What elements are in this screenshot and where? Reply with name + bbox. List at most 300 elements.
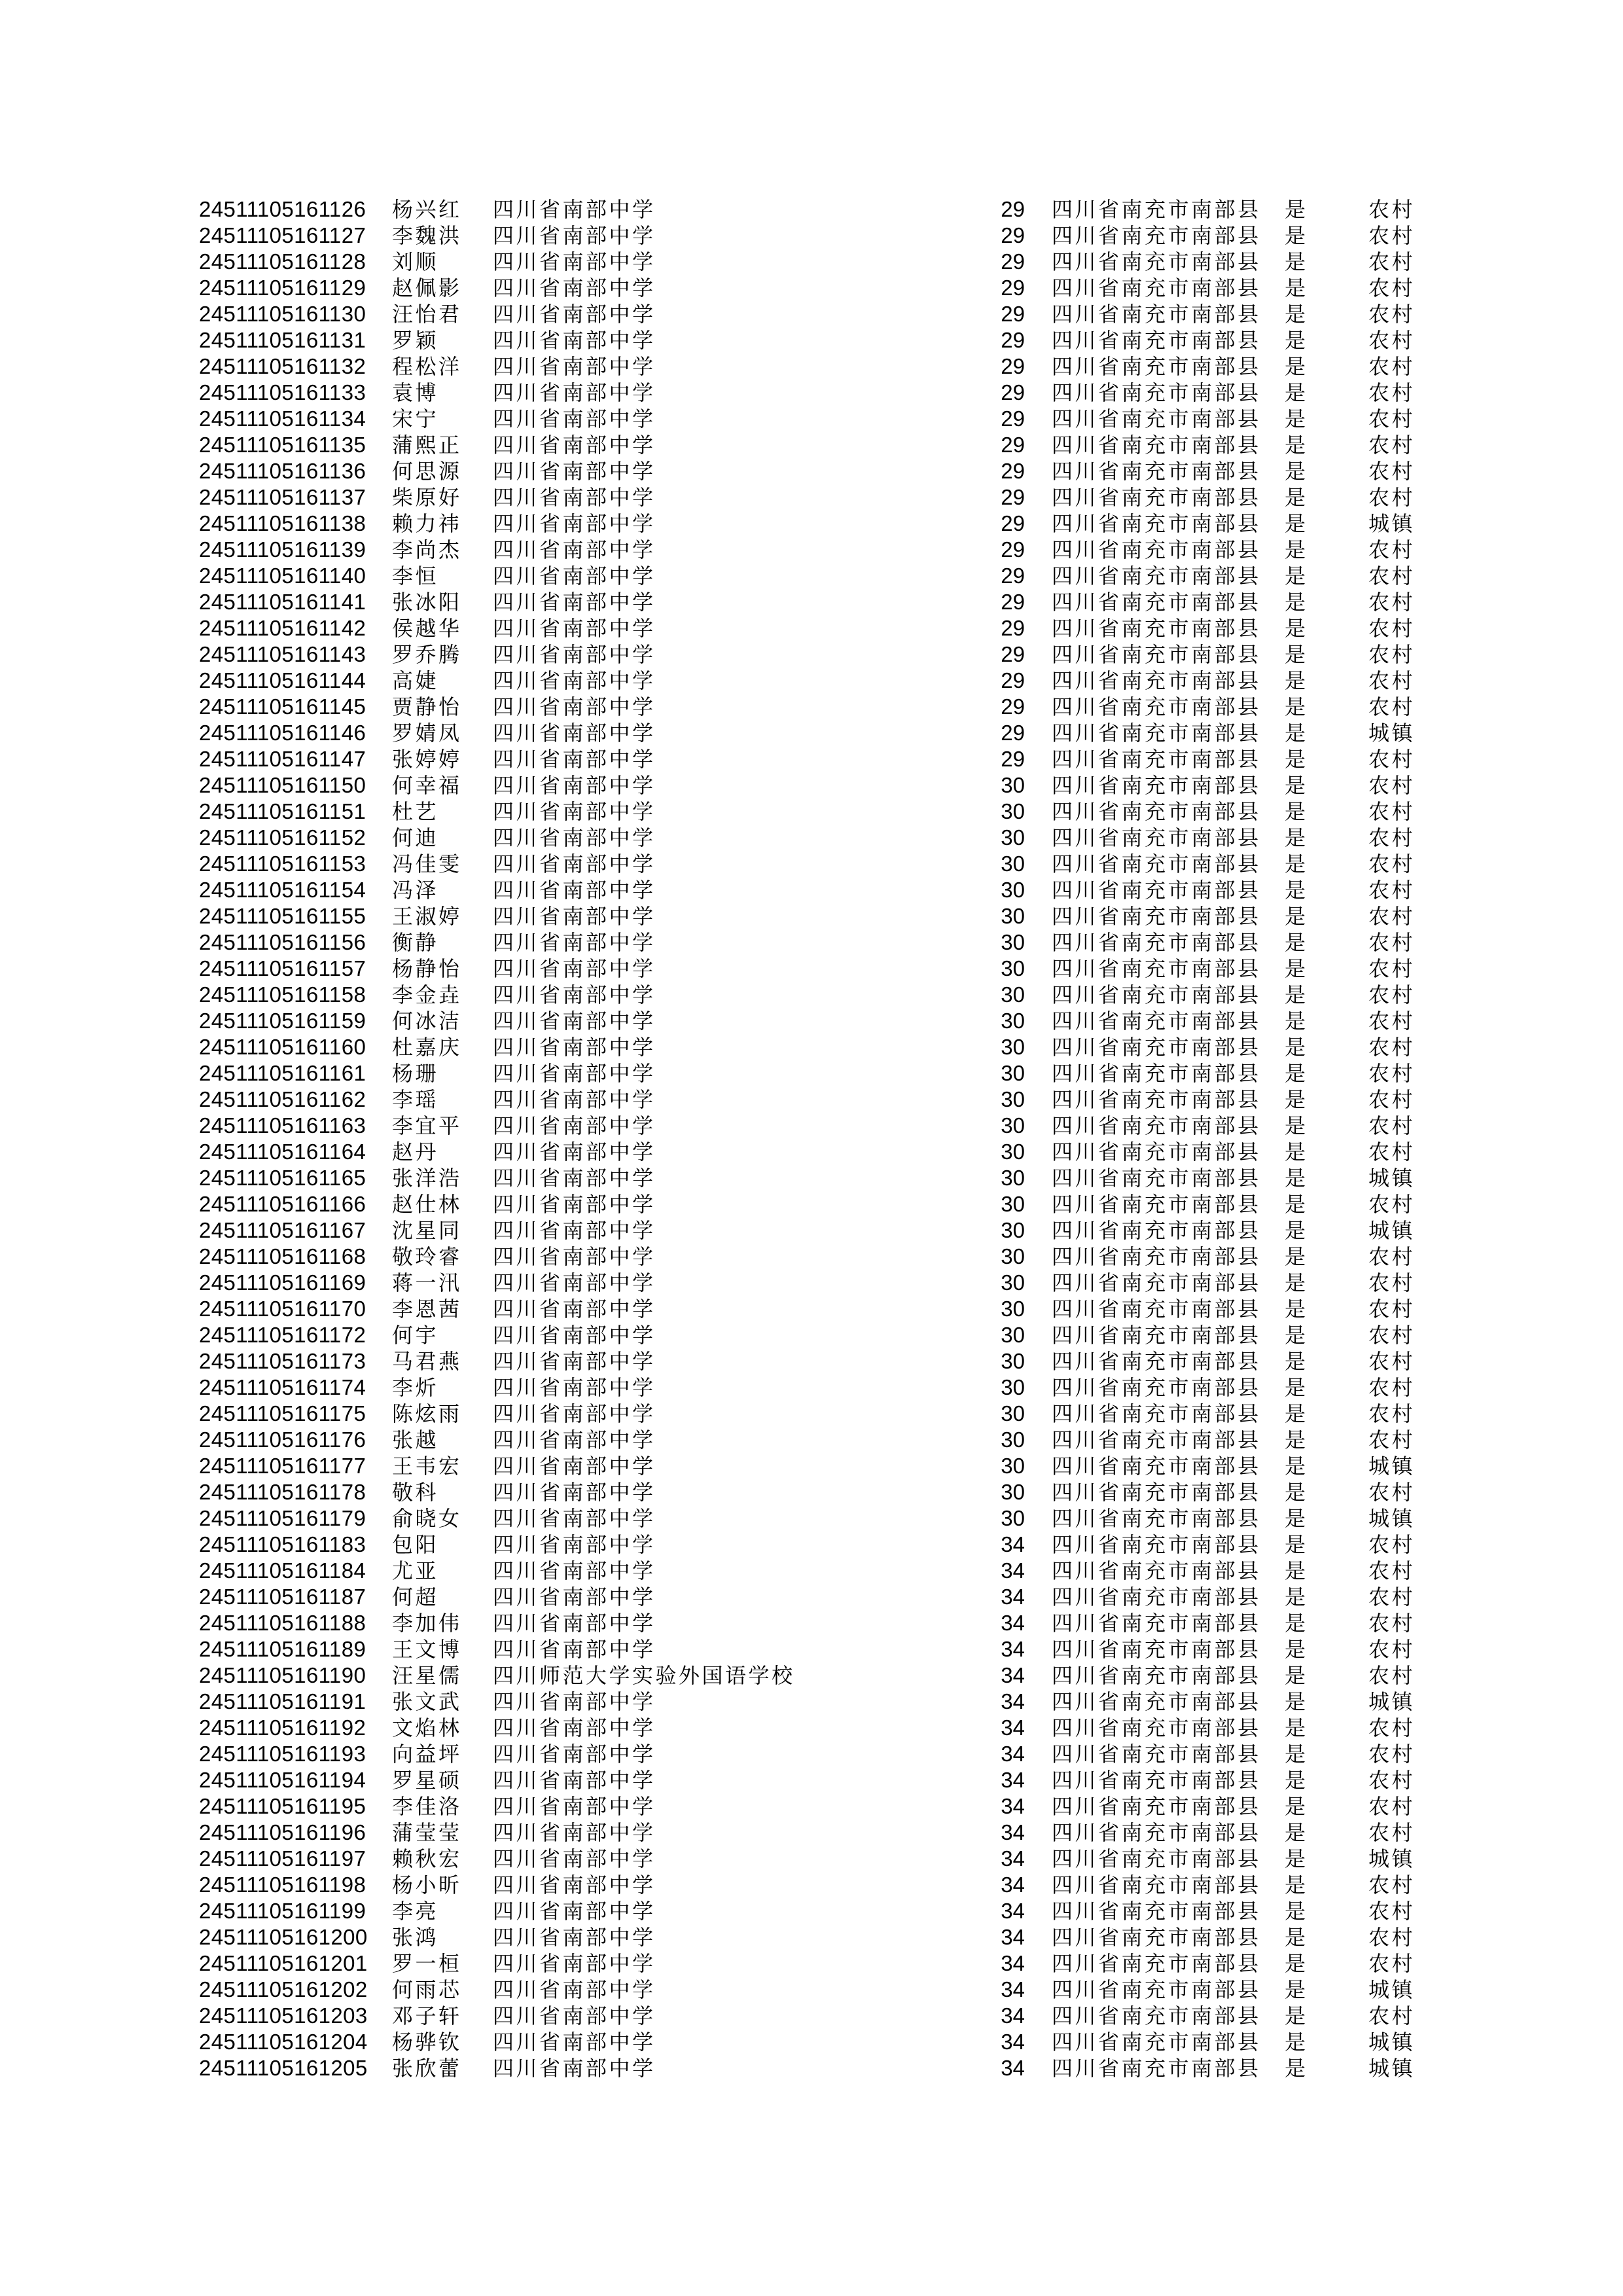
residence-type-cell: 农村	[1368, 381, 1416, 404]
school-cell: 四川省南部中学	[493, 1926, 656, 1949]
school-cell: 四川省南部中学	[493, 1323, 656, 1347]
confirm-flag-cell: 是	[1285, 1480, 1308, 1504]
name-cell: 何迪	[392, 826, 439, 850]
room-number-cell: 34	[1001, 1925, 1025, 1949]
residence-type-cell: 农村	[1368, 1585, 1416, 1609]
residence-type-cell: 农村	[1368, 1899, 1416, 1923]
name-cell: 张文武	[392, 1690, 462, 1713]
school-cell: 四川省南部中学	[493, 617, 656, 640]
county-cell: 四川省南充市南部县	[1052, 1480, 1261, 1504]
residence-type-cell: 农村	[1368, 1271, 1416, 1295]
residence-type-cell: 农村	[1368, 983, 1416, 1007]
county-cell: 四川省南充市南部县	[1052, 2030, 1261, 2054]
confirm-flag-cell: 是	[1285, 1219, 1308, 1242]
school-cell: 四川省南部中学	[493, 1193, 656, 1216]
exam-id-cell: 24511105161191	[199, 1689, 366, 1713]
residence-type-cell: 城镇	[1368, 2030, 1416, 2054]
school-cell: 四川省南部中学	[493, 2056, 656, 2080]
name-cell: 赵丹	[392, 1140, 439, 1164]
county-cell: 四川省南充市南部县	[1052, 1350, 1261, 1373]
residence-type-cell: 农村	[1368, 224, 1416, 247]
room-number-cell: 29	[1001, 302, 1025, 326]
residence-type-cell: 农村	[1368, 329, 1416, 352]
exam-id-cell: 24511105161132	[199, 354, 366, 378]
room-number-cell: 30	[1001, 1349, 1025, 1373]
school-cell: 四川省南部中学	[493, 1088, 656, 1111]
exam-id-cell: 24511105161193	[199, 1742, 366, 1766]
name-cell: 罗乔腾	[392, 643, 462, 666]
confirm-flag-cell: 是	[1285, 224, 1308, 247]
residence-type-cell: 农村	[1368, 931, 1416, 954]
residence-type-cell: 农村	[1368, 957, 1416, 980]
county-cell: 四川省南充市南部县	[1052, 1768, 1261, 1792]
name-cell: 赖秋宏	[392, 1847, 462, 1871]
name-cell: 袁博	[392, 381, 439, 404]
confirm-flag-cell: 是	[1285, 1009, 1308, 1033]
exam-id-cell: 24511105161140	[199, 564, 366, 588]
name-cell: 沈星同	[392, 1219, 462, 1242]
name-cell: 何冰洁	[392, 1009, 462, 1033]
room-number-cell: 29	[1001, 537, 1025, 562]
confirm-flag-cell: 是	[1285, 1323, 1308, 1347]
room-number-cell: 30	[1001, 1401, 1025, 1426]
table-row	[0, 1662, 1623, 1689]
school-cell: 四川省南部中学	[493, 1271, 656, 1295]
table-row	[0, 1374, 1623, 1401]
confirm-flag-cell: 是	[1285, 1585, 1308, 1609]
exam-id-cell: 24511105161167	[199, 1218, 366, 1242]
table-row	[0, 1427, 1623, 1453]
exam-id-cell: 24511105161169	[199, 1270, 366, 1295]
name-cell: 李加伟	[392, 1611, 462, 1635]
name-cell: 李金垚	[392, 983, 462, 1007]
confirm-flag-cell: 是	[1285, 1376, 1308, 1399]
school-cell: 四川省南部中学	[493, 407, 656, 431]
confirm-flag-cell: 是	[1285, 643, 1308, 666]
confirm-flag-cell: 是	[1285, 1297, 1308, 1321]
residence-type-cell: 城镇	[1368, 1978, 1416, 2001]
school-cell: 四川省南部中学	[493, 1899, 656, 1923]
confirm-flag-cell: 是	[1285, 1664, 1308, 1687]
name-cell: 杨珊	[392, 1062, 439, 1085]
residence-type-cell: 农村	[1368, 1768, 1416, 1792]
confirm-flag-cell: 是	[1285, 1428, 1308, 1452]
exam-id-cell: 24511105161172	[199, 1323, 366, 1347]
exam-id-cell: 24511105161156	[199, 930, 366, 954]
table-row	[0, 1977, 1623, 2003]
name-cell: 汪怡君	[392, 302, 462, 326]
name-cell: 罗颖	[392, 329, 439, 352]
table-row	[0, 196, 1623, 223]
confirm-flag-cell: 是	[1285, 669, 1308, 692]
name-cell: 杨静怡	[392, 957, 462, 980]
room-number-cell: 34	[1001, 1611, 1025, 1635]
county-cell: 四川省南充市南部县	[1052, 459, 1261, 483]
confirm-flag-cell: 是	[1285, 302, 1308, 326]
table-row	[0, 1139, 1623, 1165]
name-cell: 蒲莹莹	[392, 1821, 462, 1844]
name-cell: 杨小昕	[392, 1873, 462, 1897]
county-cell: 四川省南充市南部县	[1052, 564, 1261, 588]
confirm-flag-cell: 是	[1285, 878, 1308, 902]
exam-id-cell: 24511105161129	[199, 276, 366, 300]
county-cell: 四川省南充市南部县	[1052, 1009, 1261, 1033]
confirm-flag-cell: 是	[1285, 459, 1308, 483]
residence-type-cell: 农村	[1368, 1088, 1416, 1111]
room-number-cell: 30	[1001, 1218, 1025, 1242]
school-cell: 四川省南部中学	[493, 1009, 656, 1033]
residence-type-cell: 农村	[1368, 198, 1416, 221]
county-cell: 四川省南充市南部县	[1052, 1035, 1261, 1059]
residence-type-cell: 农村	[1368, 302, 1416, 326]
exam-id-cell: 24511105161183	[199, 1532, 366, 1556]
room-number-cell: 30	[1001, 1454, 1025, 1478]
county-cell: 四川省南充市南部县	[1052, 1323, 1261, 1347]
name-cell: 何超	[392, 1585, 439, 1609]
confirm-flag-cell: 是	[1285, 1795, 1308, 1818]
county-cell: 四川省南充市南部县	[1052, 1821, 1261, 1844]
residence-type-cell: 城镇	[1368, 721, 1416, 745]
county-cell: 四川省南充市南部县	[1052, 1742, 1261, 1766]
name-cell: 贾静怡	[392, 695, 462, 719]
confirm-flag-cell: 是	[1285, 695, 1308, 719]
residence-type-cell: 农村	[1368, 1428, 1416, 1452]
table-row	[0, 1767, 1623, 1793]
room-number-cell: 30	[1001, 1035, 1025, 1059]
table-row	[0, 746, 1623, 772]
exam-id-cell: 24511105161170	[199, 1297, 366, 1321]
county-cell: 四川省南充市南部县	[1052, 983, 1261, 1007]
residence-type-cell: 农村	[1368, 1402, 1416, 1426]
name-cell: 何宇	[392, 1323, 439, 1347]
exam-id-cell: 24511105161179	[199, 1506, 366, 1530]
residence-type-cell: 农村	[1368, 1114, 1416, 1138]
exam-id-cell: 24511105161158	[199, 982, 366, 1007]
exam-id-cell: 24511105161192	[199, 1715, 366, 1740]
county-cell: 四川省南充市南部县	[1052, 486, 1261, 509]
table-row	[0, 2055, 1623, 2081]
school-cell: 四川省南部中学	[493, 198, 656, 221]
name-cell: 蒋一汛	[392, 1271, 462, 1295]
school-cell: 四川省南部中学	[493, 957, 656, 980]
table-row	[0, 406, 1623, 432]
residence-type-cell: 农村	[1368, 1611, 1416, 1635]
table-row	[0, 1793, 1623, 1820]
county-cell: 四川省南充市南部县	[1052, 433, 1261, 457]
residence-type-cell: 农村	[1368, 852, 1416, 876]
confirm-flag-cell: 是	[1285, 1166, 1308, 1190]
school-cell: 四川省南部中学	[493, 1611, 656, 1635]
county-cell: 四川省南充市南部县	[1052, 1690, 1261, 1713]
name-cell: 张欣蕾	[392, 2056, 462, 2080]
county-cell: 四川省南充市南部县	[1052, 538, 1261, 562]
school-cell: 四川省南部中学	[493, 1952, 656, 1975]
table-row	[0, 1532, 1623, 1558]
county-cell: 四川省南充市南部县	[1052, 2004, 1261, 2028]
name-cell: 侯越华	[392, 617, 462, 640]
table-row	[0, 1244, 1623, 1270]
room-number-cell: 30	[1001, 1139, 1025, 1164]
room-number-cell: 34	[1001, 2003, 1025, 2028]
county-cell: 四川省南充市南部县	[1052, 1062, 1261, 1085]
exam-id-cell: 24511105161135	[199, 433, 366, 457]
county-cell: 四川省南充市南部县	[1052, 1507, 1261, 1530]
confirm-flag-cell: 是	[1285, 826, 1308, 850]
school-cell: 四川省南部中学	[493, 695, 656, 719]
confirm-flag-cell: 是	[1285, 1768, 1308, 1792]
exam-id-cell: 24511105161201	[199, 1951, 368, 1975]
room-number-cell: 34	[1001, 2056, 1025, 2080]
confirm-flag-cell: 是	[1285, 1088, 1308, 1111]
exam-id-cell: 24511105161189	[199, 1637, 366, 1661]
room-number-cell: 29	[1001, 564, 1025, 588]
table-row	[0, 1217, 1623, 1244]
confirm-flag-cell: 是	[1285, 250, 1308, 274]
room-number-cell: 30	[1001, 773, 1025, 797]
confirm-flag-cell: 是	[1285, 774, 1308, 797]
confirm-flag-cell: 是	[1285, 983, 1308, 1007]
name-cell: 文焰林	[392, 1716, 462, 1740]
name-cell: 刘顺	[392, 250, 439, 274]
confirm-flag-cell: 是	[1285, 1454, 1308, 1478]
name-cell: 高婕	[392, 669, 439, 692]
residence-type-cell: 农村	[1368, 1533, 1416, 1556]
confirm-flag-cell: 是	[1285, 1873, 1308, 1897]
exam-id-cell: 24511105161151	[199, 799, 366, 823]
table-row	[0, 1689, 1623, 1715]
name-cell: 何思源	[392, 459, 462, 483]
confirm-flag-cell: 是	[1285, 276, 1308, 300]
confirm-flag-cell: 是	[1285, 2004, 1308, 2028]
county-cell: 四川省南充市南部县	[1052, 643, 1261, 666]
room-number-cell: 29	[1001, 590, 1025, 614]
exam-id-cell: 24511105161139	[199, 537, 366, 562]
name-cell: 赵佩影	[392, 276, 462, 300]
county-cell: 四川省南充市南部县	[1052, 1873, 1261, 1897]
school-cell: 四川省南部中学	[493, 1062, 656, 1085]
county-cell: 四川省南充市南部县	[1052, 407, 1261, 431]
confirm-flag-cell: 是	[1285, 538, 1308, 562]
table-row	[0, 484, 1623, 511]
exam-id-cell: 24511105161143	[199, 642, 366, 666]
school-cell: 四川省南部中学	[493, 459, 656, 483]
room-number-cell: 30	[1001, 1270, 1025, 1295]
exam-id-cell: 24511105161168	[199, 1244, 366, 1268]
school-cell: 四川省南部中学	[493, 1376, 656, 1399]
school-cell: 四川省南部中学	[493, 931, 656, 954]
name-cell: 王淑婷	[392, 905, 462, 928]
exam-id-cell: 24511105161204	[199, 2030, 368, 2054]
residence-type-cell: 农村	[1368, 905, 1416, 928]
name-cell: 张洋浩	[392, 1166, 462, 1190]
room-number-cell: 29	[1001, 616, 1025, 640]
room-number-cell: 34	[1001, 1846, 1025, 1871]
county-cell: 四川省南充市南部县	[1052, 1428, 1261, 1452]
room-number-cell: 29	[1001, 485, 1025, 509]
residence-type-cell: 农村	[1368, 1716, 1416, 1740]
room-number-cell: 30	[1001, 904, 1025, 928]
county-cell: 四川省南充市南部县	[1052, 1978, 1261, 2001]
room-number-cell: 29	[1001, 668, 1025, 692]
school-cell: 四川省南部中学	[493, 721, 656, 745]
school-cell: 四川省南部中学	[493, 1245, 656, 1268]
exam-id-cell: 24511105161141	[199, 590, 366, 614]
table-row	[0, 1401, 1623, 1427]
residence-type-cell: 农村	[1368, 1559, 1416, 1583]
residence-type-cell: 农村	[1368, 407, 1416, 431]
exam-id-cell: 24511105161155	[199, 904, 366, 928]
room-number-cell: 29	[1001, 354, 1025, 378]
roster-table	[0, 196, 1623, 2081]
room-number-cell: 29	[1001, 197, 1025, 221]
residence-type-cell: 农村	[1368, 1480, 1416, 1504]
residence-type-cell: 农村	[1368, 800, 1416, 823]
confirm-flag-cell: 是	[1285, 1402, 1308, 1426]
exam-id-cell: 24511105161153	[199, 852, 366, 876]
name-cell: 包阳	[392, 1533, 439, 1556]
name-cell: 陈炫雨	[392, 1402, 462, 1426]
table-row	[0, 1505, 1623, 1532]
school-cell: 四川省南部中学	[493, 486, 656, 509]
name-cell: 杜艺	[392, 800, 439, 823]
confirm-flag-cell: 是	[1285, 1245, 1308, 1268]
school-cell: 四川省南部中学	[493, 669, 656, 692]
exam-id-cell: 24511105161166	[199, 1192, 366, 1216]
confirm-flag-cell: 是	[1285, 2030, 1308, 2054]
confirm-flag-cell: 是	[1285, 590, 1308, 614]
county-cell: 四川省南充市南部县	[1052, 224, 1261, 247]
exam-id-cell: 24511105161176	[199, 1427, 366, 1452]
table-row	[0, 1846, 1623, 1872]
name-cell: 马君燕	[392, 1350, 462, 1373]
room-number-cell: 34	[1001, 1951, 1025, 1975]
table-row	[0, 615, 1623, 641]
residence-type-cell: 农村	[1368, 1062, 1416, 1085]
exam-id-cell: 24511105161174	[199, 1375, 366, 1399]
table-row	[0, 1584, 1623, 1610]
residence-type-cell: 农村	[1368, 250, 1416, 274]
school-cell: 四川省南部中学	[493, 564, 656, 588]
name-cell: 王文博	[392, 1638, 462, 1661]
school-cell: 四川省南部中学	[493, 2030, 656, 2054]
residence-type-cell: 农村	[1368, 1140, 1416, 1164]
county-cell: 四川省南充市南部县	[1052, 329, 1261, 352]
name-cell: 杜嘉庆	[392, 1035, 462, 1059]
school-cell: 四川省南部中学	[493, 1480, 656, 1504]
table-row	[0, 249, 1623, 275]
county-cell: 四川省南充市南部县	[1052, 198, 1261, 221]
name-cell: 张鸿	[392, 1926, 439, 1949]
exam-id-cell: 24511105161160	[199, 1035, 366, 1059]
name-cell: 李魏洪	[392, 224, 462, 247]
county-cell: 四川省南充市南部县	[1052, 1114, 1261, 1138]
county-cell: 四川省南充市南部县	[1052, 1847, 1261, 1871]
table-row	[0, 668, 1623, 694]
county-cell: 四川省南充市南部县	[1052, 2056, 1261, 2080]
school-cell: 四川省南部中学	[493, 800, 656, 823]
residence-type-cell: 农村	[1368, 695, 1416, 719]
county-cell: 四川省南充市南部县	[1052, 878, 1261, 902]
room-number-cell: 30	[1001, 1480, 1025, 1504]
confirm-flag-cell: 是	[1285, 1035, 1308, 1059]
confirm-flag-cell: 是	[1285, 1559, 1308, 1583]
room-number-cell: 30	[1001, 956, 1025, 980]
table-row	[0, 537, 1623, 563]
residence-type-cell: 农村	[1368, 617, 1416, 640]
county-cell: 四川省南充市南部县	[1052, 1088, 1261, 1111]
name-cell: 李宜平	[392, 1114, 462, 1138]
school-cell: 四川省南部中学	[493, 983, 656, 1007]
exam-id-cell: 24511105161130	[199, 302, 366, 326]
school-cell: 四川省南部中学	[493, 1350, 656, 1373]
table-row	[0, 1034, 1623, 1060]
table-row	[0, 1898, 1623, 1924]
county-cell: 四川省南充市南部县	[1052, 931, 1261, 954]
room-number-cell: 30	[1001, 878, 1025, 902]
table-row	[0, 1741, 1623, 1767]
room-number-cell: 29	[1001, 380, 1025, 404]
school-cell: 四川省南部中学	[493, 302, 656, 326]
name-cell: 杨骅钦	[392, 2030, 462, 2054]
confirm-flag-cell: 是	[1285, 1742, 1308, 1766]
residence-type-cell: 城镇	[1368, 512, 1416, 535]
county-cell: 四川省南充市南部县	[1052, 695, 1261, 719]
county-cell: 四川省南充市南部县	[1052, 800, 1261, 823]
residence-type-cell: 农村	[1368, 1193, 1416, 1216]
table-row	[0, 563, 1623, 589]
exam-id-cell: 24511105161178	[199, 1480, 366, 1504]
county-cell: 四川省南充市南部县	[1052, 1585, 1261, 1609]
room-number-cell: 29	[1001, 721, 1025, 745]
confirm-flag-cell: 是	[1285, 1507, 1308, 1530]
table-row	[0, 720, 1623, 746]
room-number-cell: 29	[1001, 223, 1025, 247]
name-cell: 冯佳雯	[392, 852, 462, 876]
school-cell: 四川省南部中学	[493, 1297, 656, 1321]
residence-type-cell: 农村	[1368, 1009, 1416, 1033]
school-cell: 四川省南部中学	[493, 878, 656, 902]
residence-type-cell: 农村	[1368, 564, 1416, 588]
name-cell: 何雨芯	[392, 1978, 462, 2001]
room-number-cell: 29	[1001, 433, 1025, 457]
name-cell: 俞晓女	[392, 1507, 462, 1530]
confirm-flag-cell: 是	[1285, 852, 1308, 876]
table-row	[0, 877, 1623, 903]
school-cell: 四川省南部中学	[493, 1873, 656, 1897]
table-row	[0, 1636, 1623, 1662]
exam-id-cell: 24511105161190	[199, 1663, 366, 1687]
residence-type-cell: 农村	[1368, 1638, 1416, 1661]
exam-id-cell: 24511105161163	[199, 1113, 366, 1138]
table-row	[0, 1165, 1623, 1191]
name-cell: 尤亚	[392, 1559, 439, 1583]
exam-id-cell: 24511105161159	[199, 1009, 366, 1033]
room-number-cell: 34	[1001, 1820, 1025, 1844]
confirm-flag-cell: 是	[1285, 2056, 1308, 2080]
confirm-flag-cell: 是	[1285, 1847, 1308, 1871]
county-cell: 四川省南充市南部县	[1052, 1219, 1261, 1242]
county-cell: 四川省南充市南部县	[1052, 1638, 1261, 1661]
residence-type-cell: 农村	[1368, 826, 1416, 850]
confirm-flag-cell: 是	[1285, 1716, 1308, 1740]
table-row	[0, 2029, 1623, 2055]
name-cell: 赵仕林	[392, 1193, 462, 1216]
exam-id-cell: 24511105161147	[199, 747, 366, 771]
room-number-cell: 30	[1001, 1427, 1025, 1452]
table-row	[0, 458, 1623, 484]
name-cell: 冯泽	[392, 878, 439, 902]
table-row	[0, 641, 1623, 668]
